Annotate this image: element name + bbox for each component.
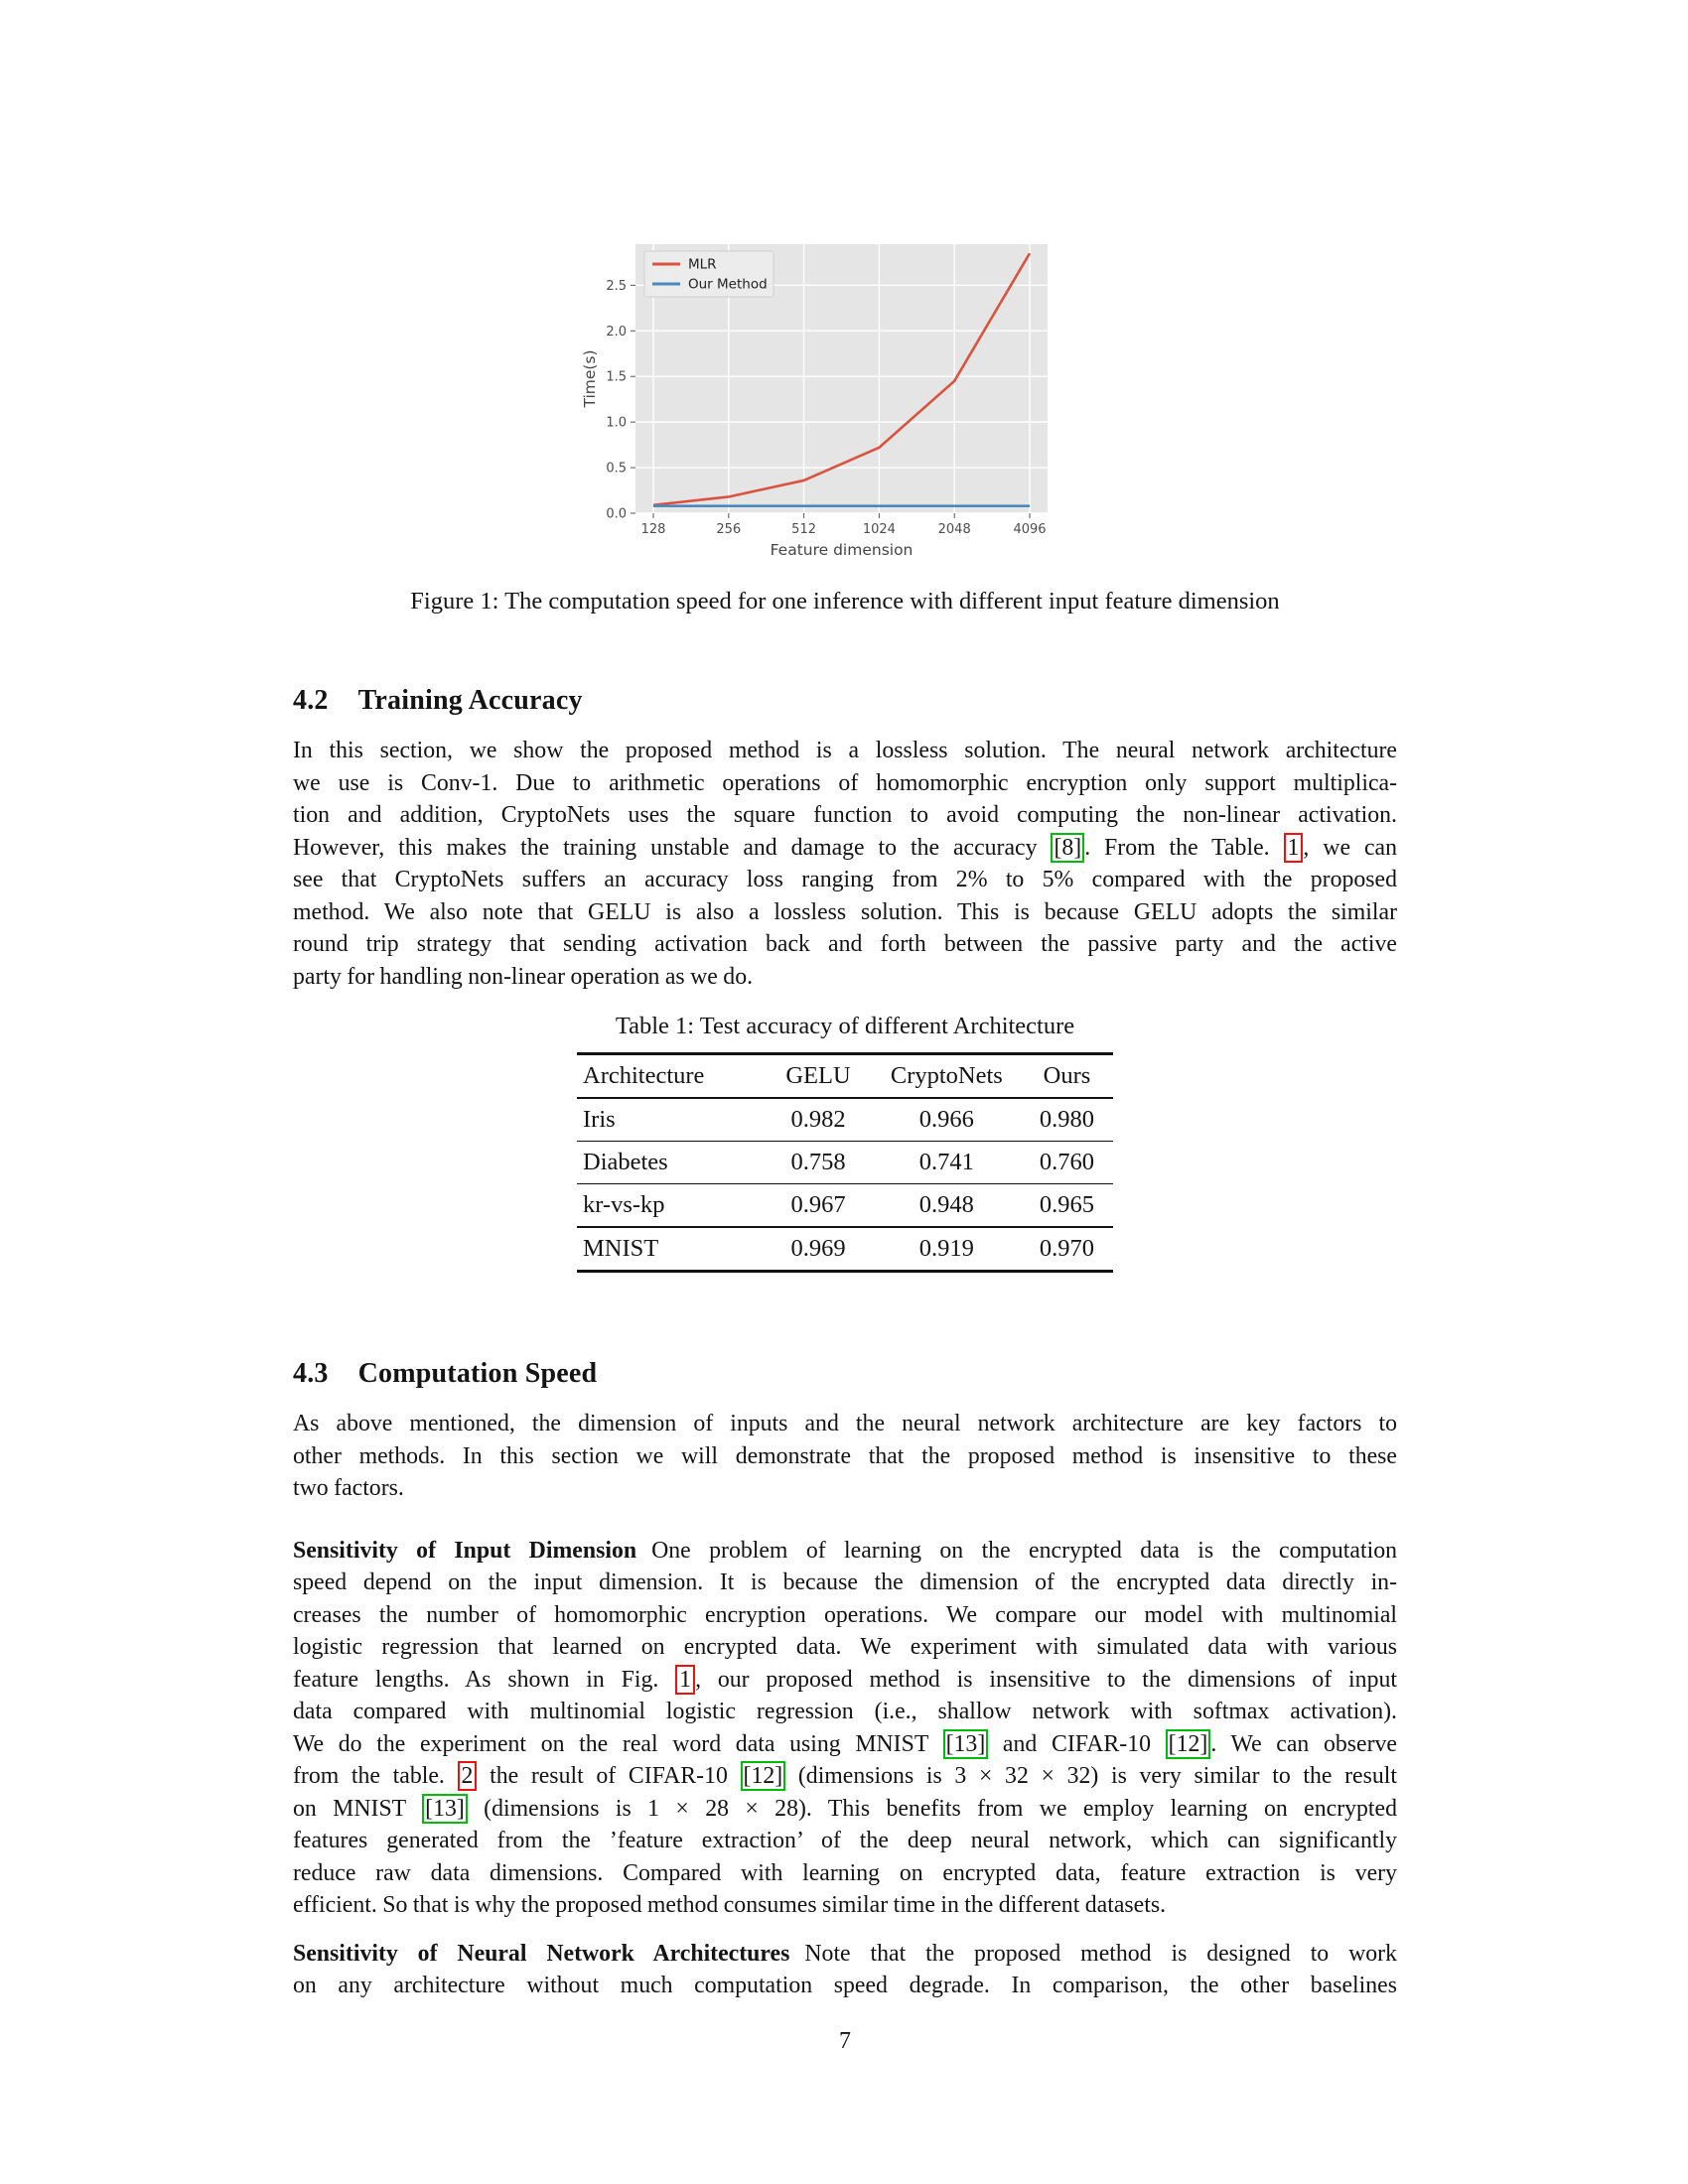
column-header: Architecture xyxy=(583,1062,705,1089)
table-row xyxy=(577,1142,1113,1184)
y-tick-label: 1.5 xyxy=(606,369,627,385)
cross-ref: 1 xyxy=(1284,833,1304,863)
text-segment: efficient. So that is why the proposed method consumes similar time in the different datasets. xyxy=(293,1892,1167,1918)
column-header: GELU xyxy=(785,1062,851,1089)
x-tick-label: 4096 xyxy=(1013,522,1047,537)
citation-ref: [8] xyxy=(1051,833,1084,863)
y-tick-label: 0.5 xyxy=(606,461,627,477)
text-line xyxy=(293,1440,1397,1473)
accuracy-value-cell: 0.970 xyxy=(1039,1235,1094,1262)
paragraph-sensitivity-input-dimension xyxy=(293,1535,1397,1922)
section-number: 4.2 xyxy=(293,685,329,716)
text-segment: We do the experiment on the real word data using MNIST xyxy=(293,1730,943,1757)
citation-ref: [12] xyxy=(741,1761,786,1791)
run-in-heading: Sensitivity of Input Dimension xyxy=(293,1537,637,1564)
table-row xyxy=(577,1184,1113,1228)
text-segment: see that CryptoNets suffers an accuracy loss ranging from 2% to 5% compared with the proposed xyxy=(293,867,1397,892)
text-segment: party for handling non-linear operation as we do. xyxy=(293,963,754,990)
text-line xyxy=(293,864,1397,896)
text-line xyxy=(293,1938,1397,1971)
table-row xyxy=(577,1227,1113,1272)
text-segment: Note that the proposed method is designed to work xyxy=(804,1940,1398,1967)
accuracy-value-cell: 0.980 xyxy=(1039,1106,1094,1133)
text-segment: One problem of learning on the encrypted data is the computation xyxy=(651,1537,1397,1564)
accuracy-value-cell: 0.965 xyxy=(1039,1191,1094,1218)
accuracy-value-cell: 0.969 xyxy=(790,1235,846,1262)
x-tick-label: 2048 xyxy=(937,522,971,537)
accuracy-value-cell: 0.966 xyxy=(918,1106,974,1133)
accuracy-value-cell: 0.948 xyxy=(918,1191,974,1218)
text-segment: on MNIST xyxy=(293,1795,423,1822)
text-segment: In this section, we show the proposed method is a lossless solution. The neural network architecture xyxy=(293,738,1397,763)
dataset-name-cell: Iris xyxy=(583,1106,616,1133)
section-heading-4-2 xyxy=(293,685,1397,717)
y-tick-label: 2.0 xyxy=(606,324,627,340)
text-line xyxy=(293,1599,1397,1632)
text-segment: As above mentioned, the dimension of inputs and the neural network architecture are key factors to xyxy=(293,1411,1397,1436)
text-segment: and CIFAR-10 xyxy=(988,1730,1166,1757)
text-line xyxy=(293,1472,1397,1505)
text-line xyxy=(293,1535,1397,1568)
text-line xyxy=(293,1408,1397,1440)
accuracy-table xyxy=(577,1052,1113,1273)
legend-label: MLR xyxy=(688,256,717,273)
table-row xyxy=(577,1098,1113,1142)
text-line xyxy=(293,1728,1397,1761)
text-line xyxy=(293,832,1397,865)
text-segment: logistic regression that learned on encrypted data. We experiment with simulated data with various xyxy=(293,1634,1397,1660)
text-segment: speed depend on the input dimension. It is because the dimension of the encrypted data directly in- xyxy=(293,1570,1397,1595)
text-segment: on any architecture without much computation speed degrade. In comparison, the other baselines xyxy=(293,1973,1397,1998)
text-segment: feature lengths. As shown in Fig. xyxy=(293,1666,676,1693)
text-segment: reduce raw data dimensions. Compared with learning on encrypted data, feature extraction is very xyxy=(293,1859,1397,1886)
paragraph-training-accuracy xyxy=(293,735,1397,993)
figure-1 xyxy=(579,238,1075,566)
text-segment: creases the number of homomorphic encryption operations. We compare our model with multinomial xyxy=(293,1601,1397,1628)
text-segment: round trip strategy that sending activation back and forth between the passive party and the active xyxy=(293,931,1397,957)
x-axis-label: Feature dimension xyxy=(770,541,914,559)
text-segment: data compared with multinomial logistic regression (i.e., shallow network with softmax activation). xyxy=(293,1699,1397,1724)
text-segment: the result of CIFAR-10 xyxy=(477,1763,741,1789)
text-segment: . From the Table. xyxy=(1084,834,1284,861)
text-line xyxy=(293,1760,1397,1793)
dataset-name-cell: Diabetes xyxy=(583,1149,668,1175)
table-body xyxy=(577,1098,1113,1272)
text-line xyxy=(293,1631,1397,1664)
x-tick-label: 1024 xyxy=(862,522,896,537)
paragraph-computation-speed-intro xyxy=(293,1408,1397,1505)
text-line xyxy=(293,1889,1397,1922)
table-header xyxy=(577,1054,1113,1099)
text-segment: , our proposed method is insensitive to the dimensions of input xyxy=(695,1666,1397,1693)
citation-ref: [12] xyxy=(1166,1729,1211,1759)
text-line xyxy=(293,767,1397,800)
accuracy-value-cell: 0.760 xyxy=(1039,1149,1094,1175)
x-tick-label: 128 xyxy=(640,522,666,537)
dataset-name-cell: kr-vs-kp xyxy=(583,1191,665,1218)
text-segment: two factors. xyxy=(293,1475,404,1501)
text-segment: features generated from the ’feature extraction’ of the deep neural network, which can significantly xyxy=(293,1828,1397,1853)
column-header: Ours xyxy=(1043,1062,1091,1089)
text-segment: method. We also note that GELU is also a lossless solution. This is because GELU adopts the similar xyxy=(293,898,1397,925)
figure-caption: Figure 1: The computation speed for one inference with different input feature dimension xyxy=(410,588,1280,614)
text-segment: tion and addition, CryptoNets uses the square function to avoid computing the non-linear activation. xyxy=(293,802,1397,828)
legend-label: Our Method xyxy=(688,276,768,293)
citation-ref: [13] xyxy=(943,1729,989,1759)
text-segment: (dimensions is 1 × 28 × 28). This benefits from we employ learning on encrypted xyxy=(467,1795,1397,1822)
accuracy-value-cell: 0.982 xyxy=(790,1106,846,1133)
run-in-heading: Sensitivity of Neural Network Architectures xyxy=(293,1940,790,1967)
text-segment: . We can observe xyxy=(1210,1730,1397,1757)
table-header-row xyxy=(577,1054,1113,1099)
cross-ref: 2 xyxy=(458,1761,478,1791)
y-tick-label: 2.5 xyxy=(606,278,627,294)
section-title: Training Accuracy xyxy=(357,685,583,716)
accuracy-value-cell: 0.967 xyxy=(790,1191,846,1218)
text-line xyxy=(293,799,1397,832)
text-line xyxy=(293,1970,1397,2002)
text-line xyxy=(293,735,1397,767)
page-content xyxy=(293,0,1397,2055)
text-line xyxy=(293,961,1397,994)
text-segment: from the table. xyxy=(293,1763,458,1789)
text-segment: we use is Conv-1. Due to arithmetic operations of homomorphic encryption only support multiplica- xyxy=(293,769,1397,796)
cross-ref: 1 xyxy=(675,1665,695,1695)
accuracy-value-cell: 0.741 xyxy=(918,1149,974,1175)
text-line xyxy=(293,1857,1397,1890)
column-header: CryptoNets xyxy=(890,1062,1003,1089)
text-line xyxy=(293,1825,1397,1857)
page-number: 7 xyxy=(839,2027,851,2054)
citation-ref: [13] xyxy=(422,1794,468,1824)
y-tick-label: 1.0 xyxy=(606,415,627,431)
x-tick-label: 256 xyxy=(716,522,742,537)
x-tick-label: 512 xyxy=(791,522,817,537)
text-line xyxy=(293,1664,1397,1697)
text-segment: (dimensions is 3 × 32 × 32) is very similar to the result xyxy=(785,1763,1397,1789)
paragraph-sensitivity-architectures xyxy=(293,1938,1397,2002)
section-heading-4-3 xyxy=(293,1358,1397,1390)
table-caption: Table 1: Test accuracy of different Architecture xyxy=(615,1013,1075,1039)
text-segment: other methods. In this section we will demonstrate that the proposed method is insensitive to these xyxy=(293,1442,1397,1469)
text-line xyxy=(293,1793,1397,1826)
accuracy-value-cell: 0.919 xyxy=(918,1235,974,1262)
text-line xyxy=(293,1567,1397,1599)
accuracy-value-cell: 0.758 xyxy=(790,1149,846,1175)
section-number: 4.3 xyxy=(293,1358,329,1389)
line-chart xyxy=(579,238,1075,566)
text-line xyxy=(293,1696,1397,1728)
text-segment: , we can xyxy=(1303,834,1397,861)
y-axis-label: Time(s) xyxy=(581,349,599,408)
text-line xyxy=(293,928,1397,961)
y-tick-label: 0.0 xyxy=(606,506,627,522)
section-title: Computation Speed xyxy=(357,1358,598,1389)
text-line xyxy=(293,896,1397,929)
dataset-name-cell: MNIST xyxy=(583,1235,659,1262)
text-segment: However, this makes the training unstable and damage to the accuracy xyxy=(293,834,1052,861)
